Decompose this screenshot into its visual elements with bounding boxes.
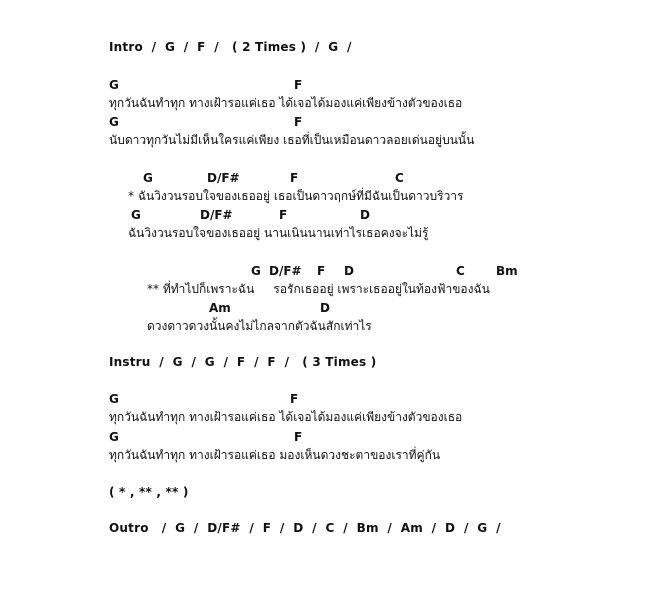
chord: G xyxy=(131,208,141,222)
chord: D/F# xyxy=(269,264,302,278)
chord: D/F# xyxy=(207,171,240,185)
chord: F xyxy=(317,264,326,278)
chord: Am xyxy=(209,301,231,315)
repeat-line: ( * , ** , ** ) xyxy=(109,485,189,499)
chord: G xyxy=(109,78,119,92)
lyric-line: ฉันวิงวนรอบใจของเธออยู่ นานเนินนานเท่าไรเธอคงจะไม่รู้ xyxy=(128,226,429,240)
chord: F xyxy=(294,115,303,129)
chord: F xyxy=(294,78,303,92)
chord: D xyxy=(320,301,330,315)
chord: F xyxy=(279,208,288,222)
chord: F xyxy=(290,392,299,406)
chord: C xyxy=(395,171,404,185)
lyric-line: ทุกวันฉันทำทุก ทางเฝ้ารอแค่เธอ ได้เจอได้มองแค่เพียงข้างตัวของเธอ xyxy=(109,410,463,424)
chord: G xyxy=(143,171,153,185)
outro-line: Outro / G / D/F# / F / D / C / Bm / Am / D / G / xyxy=(109,521,501,535)
chord: D xyxy=(344,264,354,278)
lyric-line: ดวงดาวดวงนั้นคงไม่ไกลจากตัวฉันสักเท่าไร xyxy=(147,319,372,333)
lyric-line: ** ที่ทำไปก็เพราะฉัน รอรักเธออยู่ เพราะเธออยู่ในท้องฟ้าของฉัน xyxy=(147,282,490,296)
chord: D/F# xyxy=(200,208,233,222)
chord: G xyxy=(109,430,119,444)
lyric-line: ทุกวันฉันทำทุก ทางเฝ้ารอแค่เธอ มองเห็นดวงชะตาของเราที่คู่กัน xyxy=(109,448,441,462)
chord: G xyxy=(109,392,119,406)
lyric-line: * ฉันวิงวนรอบใจของเธออยู่ เธอเป็นดาวฤกษ์ที่มีฉันเป็นดาวบริวาร xyxy=(128,189,464,203)
chord: F xyxy=(294,430,303,444)
lyric-line: นับดาวทุกวันไม่มีเห็นใครแค่เพียง เธอที่เป็นเหมือนดาวลอยเด่นอยู่บนนั้น xyxy=(109,133,475,147)
chord: C xyxy=(456,264,465,278)
chord: Bm xyxy=(496,264,518,278)
lyric-line: ทุกวันฉันทำทุก ทางเฝ้ารอแค่เธอ ได้เจอได้มองแค่เพียงข้างตัวของเธอ xyxy=(109,96,463,110)
chord: F xyxy=(290,171,299,185)
chord: G xyxy=(109,115,119,129)
intro-line: Intro / G / F / ( 2 Times ) / G / xyxy=(109,40,352,54)
chord: D xyxy=(360,208,370,222)
chord: G xyxy=(251,264,261,278)
instru-line: Instru / G / G / F / F / ( 3 Times ) xyxy=(109,355,377,369)
